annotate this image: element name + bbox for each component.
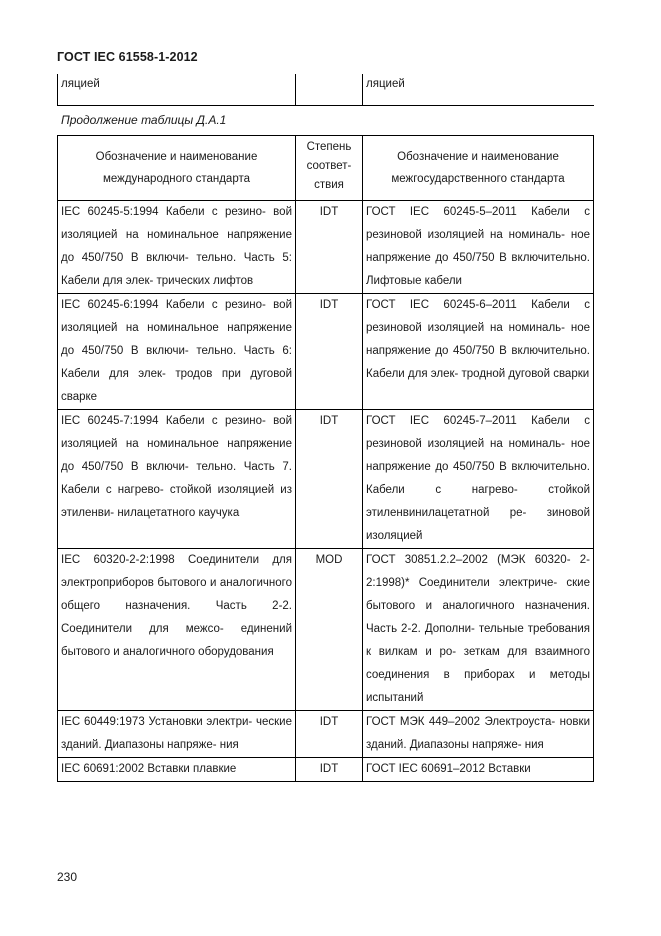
international-cell: IEC 60691:2002 Вставки плавкие [58, 758, 296, 782]
standards-table [57, 135, 594, 782]
header-international-text: Обозначение и наименование международного стандарта [95, 151, 258, 185]
interstate-cell: ГОСТ 30851.2.2–2002 (МЭК 60320- 2-2:1998)* Соединители электриче- ские бытового и аналогичного назначения. Часть 2-2. Дополни- тельные требования к вилкам и ро- зеткам для взаимного соединения в приборах и методы испытаний [363, 549, 594, 711]
international-cell: IEC 60245-7:1994 Кабели с резино- вой изоляцией на номинальное напряжение до 450/750 В включи- тельно. Часть 7. Кабели с нагрево- стойкой изоляцией из этиленви- нилацетатного каучука [58, 410, 296, 549]
table-row [58, 294, 594, 410]
international-cell: IEC 60245-5:1994 Кабели с резино- вой изоляцией на номинальное напряжение до 450/750 В включи- тельно. Часть 5: Кабели для элек- трических лифтов [58, 201, 296, 294]
international-cell: IEC 60320-2-2:1998 Соединители для электроприборов бытового и аналогичного общего назначения. Часть 2-2. Соединители для межсо- единений бытового и аналогичного оборудования [58, 549, 296, 711]
interstate-cell: ГОСТ IEC 60245-6–2011 Кабели с резиновой изоляцией на номиналь- ное напряжение до 450/750 В включительно. Кабели для элек- тродной дуговой сварки [363, 294, 594, 410]
table-row [58, 201, 594, 294]
header-degree-text: Степень соответ- ствия [306, 141, 352, 191]
document-header: ГОСТ IEC 61558-1-2012 [57, 50, 198, 64]
table-row [58, 74, 594, 106]
degree-cell: IDT [296, 410, 363, 549]
header-degree [296, 136, 363, 201]
top-right-cell: ляцией [363, 74, 594, 106]
degree-cell: MOD [296, 549, 363, 711]
interstate-cell: ГОСТ IEC 60245-5–2011 Кабели с резиновой изоляцией на номиналь- ное напряжение до 450/750 В включительно. Лифтовые кабели [363, 201, 594, 294]
degree-cell: IDT [296, 294, 363, 410]
header-interstate-text: Обозначение и наименование межгосударственного стандарта [391, 151, 565, 185]
interstate-cell: ГОСТ IEC 60691–2012 Вставки [363, 758, 594, 782]
international-cell: IEC 60245-6:1994 Кабели с резино- вой изоляцией на номинальное напряжение до 450/750 В включи- тельно. Часть 6: Кабели для элек- тродов при дуговой сварке [58, 294, 296, 410]
table-header-row [58, 136, 594, 201]
header-interstate [363, 136, 594, 201]
table-row [58, 758, 594, 782]
top-middle-cell [296, 74, 363, 106]
previous-table-tail [57, 74, 594, 106]
top-left-cell: ляцией [58, 74, 296, 106]
table-continuation-caption: Продолжение таблицы Д.А.1 [61, 113, 227, 127]
degree-cell: IDT [296, 711, 363, 758]
interstate-cell: ГОСТ IEC 60245-7–2011 Кабели с резиновой изоляцией на номиналь- ное напряжение до 450/750 В включительно. Кабели с нагрево- стойкой этиленвинилацетатной ре- зиновой изоляцией [363, 410, 594, 549]
table-row [58, 410, 594, 549]
international-cell: IEC 60449:1973 Установки электри- ческие зданий. Диапазоны напряже- ния [58, 711, 296, 758]
table-row [58, 711, 594, 758]
degree-cell: IDT [296, 201, 363, 294]
page-number: 230 [57, 870, 78, 884]
interstate-cell: ГОСТ МЭК 449–2002 Электроуста- новки зданий. Диапазоны напряже- ния [363, 711, 594, 758]
degree-cell: IDT [296, 758, 363, 782]
header-international [58, 136, 296, 201]
table-row [58, 549, 594, 711]
